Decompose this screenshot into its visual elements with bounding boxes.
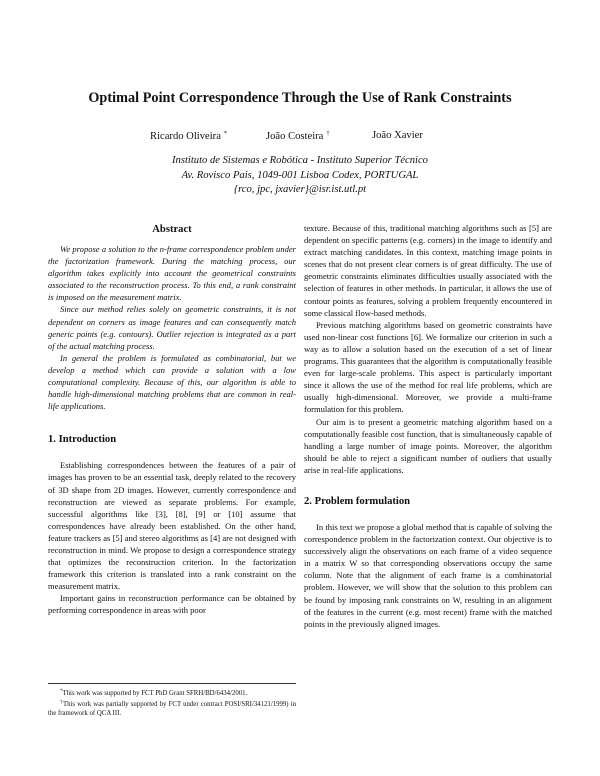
section-heading-problem-formulation: 2. Problem formulation [304, 495, 411, 507]
right-paragraph-3: Our aim is to present a geometric matching algorithm based on a computationally feasible cost function, that is simultaneously capable of handling a large number of image points. Moreover, the algorithm should be able to reject a significant number of outliers that usually arise in real-life applications. [304, 416, 552, 475]
author-emails: {rco, jpc, jxavier}@isr.ist.utl.pt [233, 184, 367, 195]
right-paragraph-1: texture. Because of this, traditional matching algorithms such as [5] are dependent on specific patterns (e.g. corners) in the image to identify and extract matching candidates. In this context, matching image points in scenes that do not present clear corners is of great difficulty. The use of geometric constraints eliminates difficulties usually associated with the selection of features in other methods. In particular, it allows the use of contour points as features, solving a problem frequently encountered in some classical flow-based methods. [304, 223, 552, 318]
footnotes [48, 683, 296, 718]
abstract-paragraph-1: We propose a solution to the n-frame correspondence problem under the factorization framework. During the matching process, our algorithm takes explicitly into account the geometrical constraints associated to the reconstruction process. To this end, a rank constraint is imposed on the measurement matrix. [48, 244, 296, 303]
section-heading-introduction: 1. Introduction [48, 434, 117, 446]
right-column [304, 222, 552, 630]
author-list [0, 130, 600, 144]
footnote-2: †This work was partially supported by FCT under contract POSI/SRI/34121/1999) in the framework of QCA III. [48, 700, 296, 717]
problem-paragraph-1: In this text we propose a global method that is capable of solving the correspondence problem in the factorization context. Our objective is to successively align the observations on each frame of a video sequence in a matrix W so that corresponding observations occupy the same column. Note that the alignment of each frame is a combinatorial problem. However, we will show that the solution to this problem can be found by imposing rank constraints on W, resulting in an alignment of the features in the current (e.g. most recent) frame with the matched points in the previously aligned images. [304, 521, 552, 629]
paper-title: Optimal Point Correspondence Through the Use of Rank Constraints [88, 90, 512, 106]
footnote-1: *This work was supported by FCT PhD Grant SFRH/BD/6434/2001. [60, 689, 248, 697]
author-2: João Costeira † [266, 130, 330, 142]
right-paragraph-2: Previous matching algorithms based on geometric constraints have used non-linear cost functions [6]. We formalize our criterion in such a way as to allow a solution based on the execution of a set of linear programs. This guarantees that the algorithm is computationally feasible even for large-scale problems. This aspect is particularly important since it allows the use of the method for real life problems, which are usually high-dimensional. Moreover, we provide a multi-frame formulation for this problem. [304, 319, 552, 415]
author-1: Ricardo Oliveira * [150, 130, 228, 142]
abstract-paragraph-2: Since our method relies solely on geometric constraints, it is not dependent on corners as image features and can consequently match generic points (e.g. contours). Outlier rejection is integrated as a part of the actual matching process. [48, 304, 296, 351]
affiliation-institute: Instituto de Sistemas e Robótica - Instituto Superior Técnico [172, 155, 428, 166]
author-3: João Xavier [372, 130, 423, 141]
abstract-heading: Abstract [152, 224, 192, 235]
intro-paragraph-1: Establishing correspondences between the features of a pair of images has proven to be an essential task, deeply related to the recovery of 3D shape from 2D images. However, currently correspondence and reconstruction are viewed as separate problems. For example, successful algorithms like [3], [8], [9] or [10] assume that correspondences have already been established. On the other hand, feature trackers as [5] and stereo algorithms as [4] are not designed with reconstruction in mind. We propose to design a correspondence strategy that optimizes the reconstruction criterion. In the factorization framework this criterion is translated into a rank constraint on the measurement matrix. [48, 460, 296, 592]
intro-paragraph-2: Important gains in reconstruction performance can be obtained by performing correspondence in areas with poor [48, 593, 296, 616]
abstract-paragraph-3: In general the problem is formulated as combinatorial, but we develop a method which can provide a solution with a low computational complexity. Because of this, our algorithm is able to handle high-dimensional matching problems that are common in real-life applications. [48, 352, 296, 412]
abstract-body [48, 243, 296, 412]
affiliation-address: Av. Rovisco Pais, 1049-001 Lisboa Codex, PORTUGAL [181, 170, 419, 181]
left-column [48, 222, 296, 617]
